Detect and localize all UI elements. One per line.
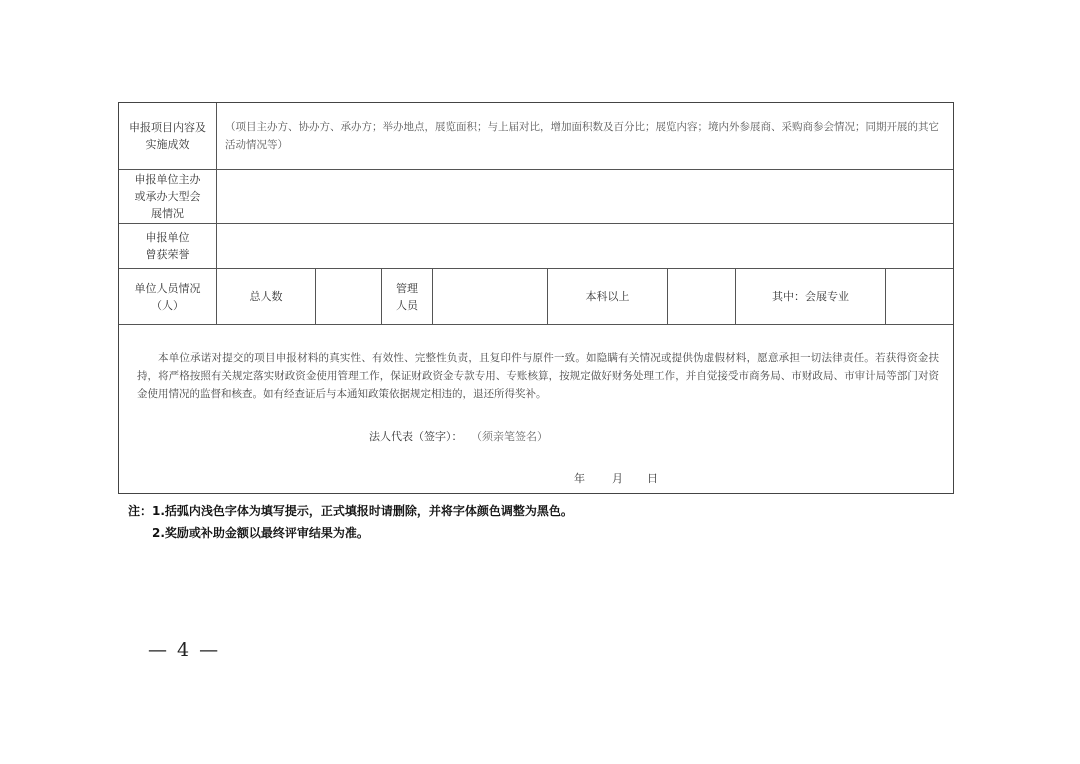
staff-bachelor-label: 本科以上 <box>585 290 630 303</box>
signature-hint: （须亲笔签名） <box>476 430 548 443</box>
date-month-label: 月 <box>612 472 623 485</box>
signature-label: 法人代表（签字）： <box>369 430 463 443</box>
form-notes <box>128 500 573 544</box>
staff-total-field[interactable] <box>316 269 382 324</box>
staff-mgmt-label-cell <box>382 269 433 324</box>
honors-field[interactable] <box>217 224 953 268</box>
staff-expo-label-cell <box>736 269 886 324</box>
row-staff <box>119 269 953 325</box>
staff-expo-label: 其中：会展专业 <box>772 290 849 303</box>
project-content-label: 申报项目内容及实施成效 <box>129 121 206 151</box>
organizer-events-label-cell <box>119 170 217 223</box>
pledge-text: 本单位承诺对提交的项目申报材料的真实性、有效性、完整性负责，且复印件与原件一致。如隐瞒有关情况或提供伪虚假材料，愿意承担一切法律责任。若获得资金扶持，将严格按照有关规定落实财政资金使用管理工作，保证财政资金专款专用、专账核算，按规定做好财务处理工作，并自觉接受市商务局、市财政局、市审计局等部门对资金使用情况的监督和核查。如有经查证后与本通知政策依据规定相违的，退还所得奖补。 <box>137 352 939 400</box>
project-content-field[interactable] <box>217 103 953 169</box>
note-line-2: 2.奖励或补助金额以最终评审结果为准。 <box>152 526 369 540</box>
signature-line <box>369 428 548 444</box>
date-day-label: 日 <box>647 472 658 485</box>
staff-expo-field[interactable] <box>886 269 953 324</box>
staff-bachelor-field[interactable] <box>668 269 736 324</box>
honors-label: 申报单位曾获荣誉 <box>145 231 190 261</box>
application-form-table <box>118 102 954 494</box>
date-year-label: 年 <box>574 472 585 485</box>
row-pledge <box>119 325 953 493</box>
note-line-1: 注：1.括弧内浅色字体为填写提示，正式填报时请删除，并将字体颜色调整为黑色。 <box>128 504 573 518</box>
project-content-label-cell <box>119 103 217 169</box>
organizer-events-label: 申报单位主办或承办大型会展情况 <box>134 173 201 220</box>
row-honors <box>119 224 953 269</box>
row-project-content <box>119 103 953 170</box>
page-number: — 4 — <box>148 639 221 661</box>
staff-total-label-cell <box>217 269 316 324</box>
staff-label-cell <box>119 269 217 324</box>
staff-label: 单位人员情况（人） <box>134 281 201 312</box>
honors-label-cell <box>119 224 217 268</box>
staff-total-label: 总人数 <box>249 290 283 303</box>
organizer-events-field[interactable] <box>217 170 953 223</box>
staff-mgmt-field[interactable] <box>433 269 548 324</box>
project-content-hint: （项目主办方、协办方、承办方；举办地点，展览面积；与上届对比，增加面积数及百分比；展览内容；境内外参展商、采购商参会情况；同期开展的其它活动情况等） <box>225 121 939 151</box>
row-organizer-events <box>119 170 953 224</box>
staff-bachelor-label-cell <box>548 269 668 324</box>
staff-mgmt-label: 管理人员 <box>396 281 418 312</box>
